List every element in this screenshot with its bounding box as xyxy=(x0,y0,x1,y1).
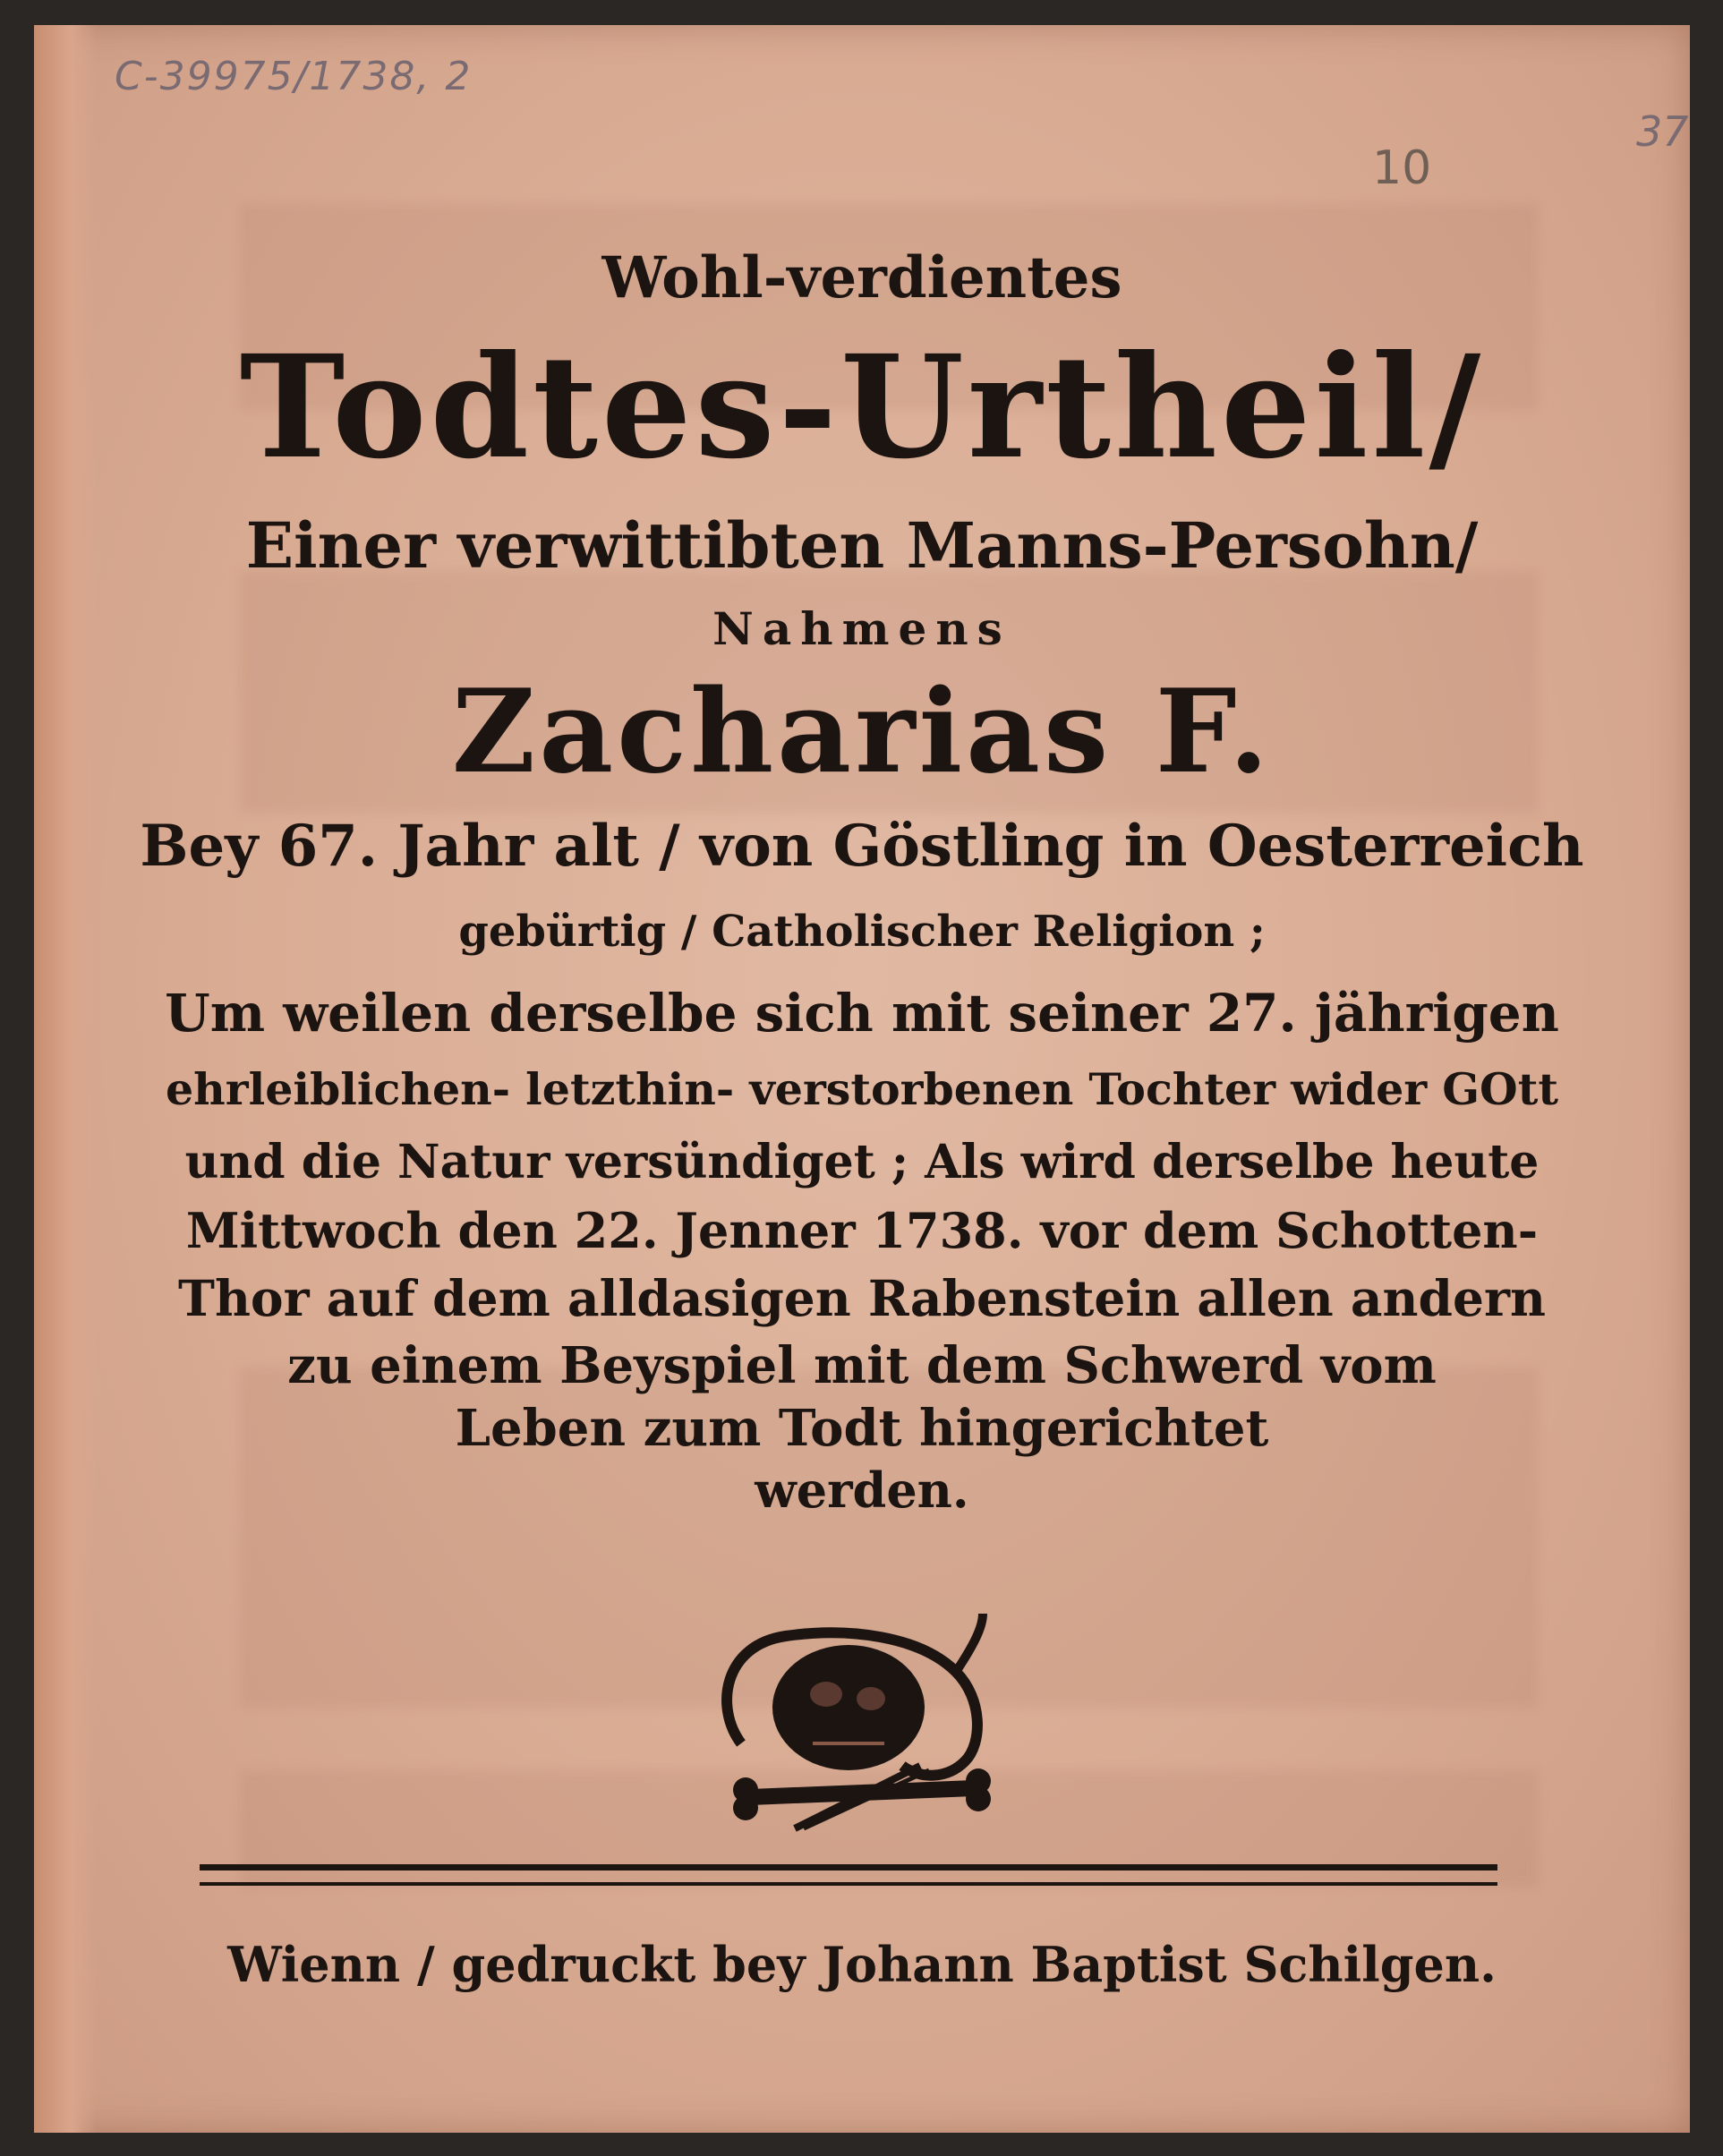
body-line-8: zu einem Beyspiel mit dem Schwerd vom xyxy=(287,1336,1437,1395)
body-line-6: Mittwoch den 22. Jenner 1738. vor dem Schotten- xyxy=(185,1202,1539,1259)
title-line-4: Nahmens xyxy=(712,602,1011,655)
document-page xyxy=(34,25,1690,2133)
folio-number-pencil: 10 xyxy=(1372,141,1432,195)
body-line-4: ehrleiblichen- letzthin- verstorbenen Tochter wider GOtt xyxy=(166,1063,1558,1115)
title-name: Zacharias F. xyxy=(451,665,1273,799)
double-rule-bottom xyxy=(200,1882,1497,1886)
body-line-10: werden. xyxy=(755,1461,969,1519)
body-line-2: gebürtig / Catholischer Religion ; xyxy=(458,907,1266,957)
printer-imprint: Wienn / gedruckt bey Johann Baptist Schilgen. xyxy=(227,1936,1497,1993)
catalog-number-annotation: C-39975/1738, 2 xyxy=(115,54,473,99)
body-line-7: Thor auf dem alldasigen Rabenstein allen andern xyxy=(178,1269,1546,1327)
title-main-heading: Todtes-Urtheil/ xyxy=(239,325,1485,490)
title-line-1: Wohl-verdientes xyxy=(601,244,1122,311)
body-line-9: Leben zum Todt hingerichtet xyxy=(455,1399,1269,1458)
body-line-3: Um weilen derselbe sich mit seiner 27. jährigen xyxy=(165,983,1559,1044)
body-line-5: und die Natur versündiget ; Als wird derselbe heute xyxy=(184,1135,1540,1189)
title-line-3: Einer verwittibten Manns-Persohn/ xyxy=(245,508,1479,583)
double-rule-top xyxy=(200,1864,1497,1871)
folio-number-corner: 37 xyxy=(1636,107,1689,156)
skull-and-crossbones-icon xyxy=(714,1609,1010,1833)
body-line-1: Bey 67. Jahr alt / von Göstling in Oesterreich xyxy=(140,813,1584,880)
